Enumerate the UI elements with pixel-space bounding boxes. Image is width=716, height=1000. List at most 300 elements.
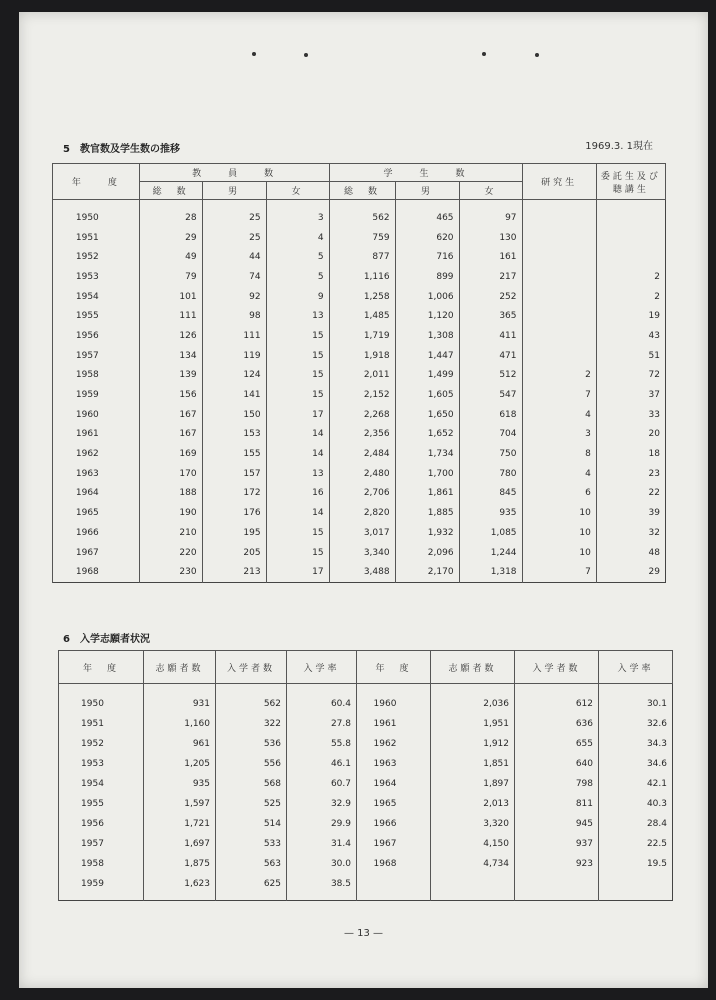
table-cell: 19 — [596, 306, 665, 326]
table-row — [53, 425, 666, 445]
table-cell: 7 — [522, 385, 596, 405]
table-row — [59, 684, 673, 715]
table-cell: 640 — [515, 754, 599, 774]
table-cell — [596, 200, 665, 228]
table-cell: 134 — [139, 346, 202, 366]
table-cell: 1,485 — [329, 306, 395, 326]
header-rate: 入学率 — [599, 651, 673, 684]
table-cell: 2,152 — [329, 385, 395, 405]
table-row — [59, 874, 673, 901]
table-cell: 48 — [596, 543, 665, 563]
table-cell: 3,320 — [431, 814, 515, 834]
table-cell: 15 — [266, 366, 329, 386]
table-cell: 40.3 — [599, 794, 673, 814]
table-cell: 3 — [522, 425, 596, 445]
table-cell: 1965 — [53, 503, 140, 523]
table-cell: 15 — [266, 543, 329, 563]
table-cell: 1,499 — [395, 366, 459, 386]
table-cell: 2 — [596, 287, 665, 307]
table-cell: 32.6 — [599, 714, 673, 734]
table-cell: 22.5 — [599, 834, 673, 854]
table-cell: 1964 — [357, 774, 431, 794]
table-cell: 220 — [139, 543, 202, 563]
table-cell: 29.9 — [287, 814, 357, 834]
table-cell: 1,652 — [395, 425, 459, 445]
table-cell: 38.5 — [287, 874, 357, 901]
table-cell: 811 — [515, 794, 599, 814]
table-cell: 139 — [139, 366, 202, 386]
document-page — [19, 12, 708, 988]
table-cell: 60.4 — [287, 684, 357, 715]
table-cell: 1,885 — [395, 503, 459, 523]
as-of-date: 1969.3. 1現在 — [585, 141, 653, 152]
table-row — [53, 306, 666, 326]
table-cell: 1955 — [59, 794, 144, 814]
table-cell: 556 — [216, 754, 287, 774]
table-cell: 1,623 — [144, 874, 216, 901]
table-cell: 10 — [522, 543, 596, 563]
table-cell: 190 — [139, 503, 202, 523]
table-cell: 1959 — [59, 874, 144, 901]
table-row — [53, 464, 666, 484]
table-cell — [522, 306, 596, 326]
table-row — [59, 714, 673, 734]
table-cell: 4 — [522, 405, 596, 425]
table-cell: 15 — [266, 523, 329, 543]
table-cell: 15 — [266, 346, 329, 366]
table-cell — [357, 874, 431, 901]
table-cell: 1955 — [53, 306, 140, 326]
header-year: 年 度 — [53, 164, 140, 200]
header-students-female: 女 — [459, 182, 522, 200]
table-row — [59, 794, 673, 814]
table-cell: 1954 — [59, 774, 144, 794]
table-row — [53, 267, 666, 287]
table-cell: 1968 — [357, 854, 431, 874]
table-cell: 1966 — [357, 814, 431, 834]
table-cell: 130 — [459, 228, 522, 248]
table-cell: 2,480 — [329, 464, 395, 484]
table-cell: 3,340 — [329, 543, 395, 563]
table-cell: 1,244 — [459, 543, 522, 563]
table-cell: 899 — [395, 267, 459, 287]
header-commissioned: 委託生及び聴講生 — [596, 164, 665, 200]
table-row — [53, 247, 666, 267]
table-cell: 1958 — [59, 854, 144, 874]
table-cell: 1962 — [53, 444, 140, 464]
table-cell: 169 — [139, 444, 202, 464]
table-cell: 92 — [202, 287, 266, 307]
table-cell — [522, 228, 596, 248]
table-cell: 176 — [202, 503, 266, 523]
table-cell: 28 — [139, 200, 202, 228]
table-cell: 17 — [266, 405, 329, 425]
table-cell: 2,706 — [329, 484, 395, 504]
table-cell: 536 — [216, 734, 287, 754]
header-applicants: 志願者数 — [144, 651, 216, 684]
table-cell: 74 — [202, 267, 266, 287]
header-students-male: 男 — [395, 182, 459, 200]
table-row — [53, 200, 666, 228]
table-cell: 55.8 — [287, 734, 357, 754]
table-cell: 44 — [202, 247, 266, 267]
table-cell: 32 — [596, 523, 665, 543]
table-cell: 1,116 — [329, 267, 395, 287]
table-cell: 1,861 — [395, 484, 459, 504]
table-cell: 1952 — [59, 734, 144, 754]
table-cell: 157 — [202, 464, 266, 484]
table-cell: 471 — [459, 346, 522, 366]
table-cell: 2,036 — [431, 684, 515, 715]
table-cell: 1965 — [357, 794, 431, 814]
table-cell: 5 — [266, 247, 329, 267]
table-cell: 22 — [596, 484, 665, 504]
table-cell: 563 — [216, 854, 287, 874]
table-cell: 1,951 — [431, 714, 515, 734]
table-cell — [431, 874, 515, 901]
table-cell: 1,318 — [459, 562, 522, 582]
table-cell: 37 — [596, 385, 665, 405]
table-cell: 156 — [139, 385, 202, 405]
table-cell: 6 — [522, 484, 596, 504]
table-cell: 17 — [266, 562, 329, 582]
table-cell: 1950 — [59, 684, 144, 715]
table-cell: 42.1 — [599, 774, 673, 794]
table-cell: 1950 — [53, 200, 140, 228]
table-cell: 2,356 — [329, 425, 395, 445]
table-cell: 19.5 — [599, 854, 673, 874]
table-cell: 961 — [144, 734, 216, 754]
table-cell: 30.0 — [287, 854, 357, 874]
table-cell: 205 — [202, 543, 266, 563]
table-cell: 780 — [459, 464, 522, 484]
table-cell — [522, 200, 596, 228]
table-cell: 411 — [459, 326, 522, 346]
table-cell: 2 — [596, 267, 665, 287]
table-cell: 1961 — [53, 425, 140, 445]
table-cell: 1,650 — [395, 405, 459, 425]
table-cell: 716 — [395, 247, 459, 267]
header-students-total: 総 数 — [329, 182, 395, 200]
table-cell: 1956 — [53, 326, 140, 346]
table-cell: 1,258 — [329, 287, 395, 307]
table-cell: 4,734 — [431, 854, 515, 874]
table-cell: 655 — [515, 734, 599, 754]
table-cell: 1,205 — [144, 754, 216, 774]
table-cell: 322 — [216, 714, 287, 734]
table-cell: 877 — [329, 247, 395, 267]
faculty-students-table — [52, 163, 666, 583]
table-cell: 14 — [266, 425, 329, 445]
table-row — [59, 814, 673, 834]
table-cell: 5 — [266, 267, 329, 287]
table-cell: 1968 — [53, 562, 140, 582]
table-cell: 27.8 — [287, 714, 357, 734]
table-cell — [522, 326, 596, 346]
table-cell: 16 — [266, 484, 329, 504]
table-cell: 704 — [459, 425, 522, 445]
table-cell: 10 — [522, 523, 596, 543]
table-cell: 98 — [202, 306, 266, 326]
table-row — [53, 287, 666, 307]
table-cell: 3 — [266, 200, 329, 228]
table-cell: 3,017 — [329, 523, 395, 543]
table-cell: 10 — [522, 503, 596, 523]
table-cell: 365 — [459, 306, 522, 326]
table-row — [53, 385, 666, 405]
table-cell: 625 — [216, 874, 287, 901]
table-cell: 2,013 — [431, 794, 515, 814]
table-cell: 1958 — [53, 366, 140, 386]
table-cell: 1966 — [53, 523, 140, 543]
table-cell: 167 — [139, 405, 202, 425]
table-cell — [596, 228, 665, 248]
table-cell: 562 — [216, 684, 287, 715]
table-cell — [599, 874, 673, 901]
header-year: 年 度 — [59, 651, 144, 684]
table-cell: 14 — [266, 503, 329, 523]
table-cell: 1951 — [53, 228, 140, 248]
table-cell: 533 — [216, 834, 287, 854]
header-faculty-male: 男 — [202, 182, 266, 200]
table-cell: 1,721 — [144, 814, 216, 834]
table-cell: 1953 — [53, 267, 140, 287]
table-cell: 2,170 — [395, 562, 459, 582]
table-cell: 931 — [144, 684, 216, 715]
table-row — [59, 754, 673, 774]
header-admitted: 入学者数 — [515, 651, 599, 684]
table-cell: 13 — [266, 306, 329, 326]
table-cell: 28.4 — [599, 814, 673, 834]
table-cell: 33 — [596, 405, 665, 425]
table-cell: 60.7 — [287, 774, 357, 794]
table-cell: 79 — [139, 267, 202, 287]
applicants-table — [58, 650, 673, 901]
table-row — [59, 734, 673, 754]
table-cell — [522, 346, 596, 366]
header-students: 学 生 数 — [329, 164, 522, 182]
table-cell — [596, 247, 665, 267]
header-faculty: 教 員 数 — [139, 164, 329, 182]
table-cell: 1967 — [53, 543, 140, 563]
table-row — [59, 834, 673, 854]
table-cell: 1,734 — [395, 444, 459, 464]
table-cell: 1,918 — [329, 346, 395, 366]
table-row — [53, 405, 666, 425]
table-cell: 935 — [144, 774, 216, 794]
table-cell: 30.1 — [599, 684, 673, 715]
table-cell: 46.1 — [287, 754, 357, 774]
table-cell: 1,160 — [144, 714, 216, 734]
table-cell: 217 — [459, 267, 522, 287]
table-cell: 153 — [202, 425, 266, 445]
table-cell — [522, 247, 596, 267]
table-cell: 945 — [515, 814, 599, 834]
table-cell: 20 — [596, 425, 665, 445]
table-cell: 636 — [515, 714, 599, 734]
table-cell: 2,484 — [329, 444, 395, 464]
header-applicants: 志願者数 — [431, 651, 515, 684]
table-cell: 512 — [459, 366, 522, 386]
table-cell: 4,150 — [431, 834, 515, 854]
table-cell: 3,488 — [329, 562, 395, 582]
table-row — [59, 774, 673, 794]
table-cell: 4 — [522, 464, 596, 484]
table-cell: 1,006 — [395, 287, 459, 307]
table-cell: 514 — [216, 814, 287, 834]
table-cell: 25 — [202, 228, 266, 248]
table-cell: 195 — [202, 523, 266, 543]
table-cell: 1,605 — [395, 385, 459, 405]
table-cell: 29 — [139, 228, 202, 248]
table-cell: 612 — [515, 684, 599, 715]
table-cell: 51 — [596, 346, 665, 366]
header-faculty-female: 女 — [266, 182, 329, 200]
table-cell: 618 — [459, 405, 522, 425]
table-cell: 170 — [139, 464, 202, 484]
table-cell: 1,719 — [329, 326, 395, 346]
table-cell: 1963 — [357, 754, 431, 774]
table-cell: 2,820 — [329, 503, 395, 523]
table-cell: 465 — [395, 200, 459, 228]
table-cell: 126 — [139, 326, 202, 346]
table-cell: 8 — [522, 444, 596, 464]
table-cell: 1957 — [53, 346, 140, 366]
page-number: — 13 — — [343, 928, 384, 939]
table-cell: 23 — [596, 464, 665, 484]
table-cell: 13 — [266, 464, 329, 484]
table-cell: 31.4 — [287, 834, 357, 854]
table-cell: 124 — [202, 366, 266, 386]
table-cell — [515, 874, 599, 901]
section6-title: 6 入学志願者状況 — [63, 634, 150, 645]
table-cell: 1953 — [59, 754, 144, 774]
table-cell: 1954 — [53, 287, 140, 307]
table-cell: 188 — [139, 484, 202, 504]
table-cell: 1,912 — [431, 734, 515, 754]
table-cell: 1,597 — [144, 794, 216, 814]
table-cell: 525 — [216, 794, 287, 814]
table-cell: 111 — [202, 326, 266, 346]
table-row — [59, 854, 673, 874]
table-cell: 161 — [459, 247, 522, 267]
table-cell: 49 — [139, 247, 202, 267]
table-row — [53, 444, 666, 464]
table-cell: 7 — [522, 562, 596, 582]
table-cell: 141 — [202, 385, 266, 405]
table-cell: 620 — [395, 228, 459, 248]
table-cell: 29 — [596, 562, 665, 582]
table-cell: 568 — [216, 774, 287, 794]
table-cell — [522, 287, 596, 307]
table-cell: 9 — [266, 287, 329, 307]
table-cell: 1960 — [357, 684, 431, 715]
table-cell: 1961 — [357, 714, 431, 734]
table-row — [53, 523, 666, 543]
table-cell: 252 — [459, 287, 522, 307]
table-cell: 34.3 — [599, 734, 673, 754]
table-cell: 759 — [329, 228, 395, 248]
header-rate: 入学率 — [287, 651, 357, 684]
section5-title: 5 教官数及学生数の推移 — [63, 144, 180, 155]
table-row — [53, 366, 666, 386]
table-cell: 18 — [596, 444, 665, 464]
table-row — [53, 228, 666, 248]
header-admitted: 入学者数 — [216, 651, 287, 684]
table-cell: 935 — [459, 503, 522, 523]
table-cell: 1962 — [357, 734, 431, 754]
header-research: 研究生 — [522, 164, 596, 200]
table-cell: 111 — [139, 306, 202, 326]
table-cell: 1,875 — [144, 854, 216, 874]
table-cell: 1,851 — [431, 754, 515, 774]
table-cell: 119 — [202, 346, 266, 366]
table-cell: 798 — [515, 774, 599, 794]
table-cell: 43 — [596, 326, 665, 346]
table-cell: 923 — [515, 854, 599, 874]
table-cell: 34.6 — [599, 754, 673, 774]
table-cell: 562 — [329, 200, 395, 228]
table-row — [53, 326, 666, 346]
table-cell: 15 — [266, 385, 329, 405]
table-cell: 2 — [522, 366, 596, 386]
table-cell: 1963 — [53, 464, 140, 484]
table-cell: 1959 — [53, 385, 140, 405]
table-cell: 1967 — [357, 834, 431, 854]
table-cell: 210 — [139, 523, 202, 543]
table-cell: 1957 — [59, 834, 144, 854]
table-cell: 1,932 — [395, 523, 459, 543]
table-cell: 155 — [202, 444, 266, 464]
table-cell: 230 — [139, 562, 202, 582]
table-cell: 750 — [459, 444, 522, 464]
table-cell: 1951 — [59, 714, 144, 734]
table-cell: 2,096 — [395, 543, 459, 563]
table-row — [53, 346, 666, 366]
table-cell: 845 — [459, 484, 522, 504]
table-cell: 1,700 — [395, 464, 459, 484]
table-cell: 1,897 — [431, 774, 515, 794]
table-cell: 1960 — [53, 405, 140, 425]
table-cell: 1,120 — [395, 306, 459, 326]
table-cell: 150 — [202, 405, 266, 425]
table-cell: 39 — [596, 503, 665, 523]
table-cell: 172 — [202, 484, 266, 504]
table-cell: 1964 — [53, 484, 140, 504]
table-cell — [522, 267, 596, 287]
table-row — [53, 562, 666, 582]
table-cell: 1,697 — [144, 834, 216, 854]
table-cell: 32.9 — [287, 794, 357, 814]
table-cell: 1,447 — [395, 346, 459, 366]
table-cell: 4 — [266, 228, 329, 248]
table-row — [53, 484, 666, 504]
table-cell: 547 — [459, 385, 522, 405]
header-year: 年 度 — [357, 651, 431, 684]
header-faculty-total: 総 数 — [139, 182, 202, 200]
table-cell: 213 — [202, 562, 266, 582]
table-cell: 2,011 — [329, 366, 395, 386]
table-cell: 101 — [139, 287, 202, 307]
table-cell: 2,268 — [329, 405, 395, 425]
table-cell: 97 — [459, 200, 522, 228]
table-cell: 937 — [515, 834, 599, 854]
table-row — [53, 543, 666, 563]
table-cell: 167 — [139, 425, 202, 445]
table-cell: 14 — [266, 444, 329, 464]
table-cell: 1,308 — [395, 326, 459, 346]
table-cell: 1952 — [53, 247, 140, 267]
